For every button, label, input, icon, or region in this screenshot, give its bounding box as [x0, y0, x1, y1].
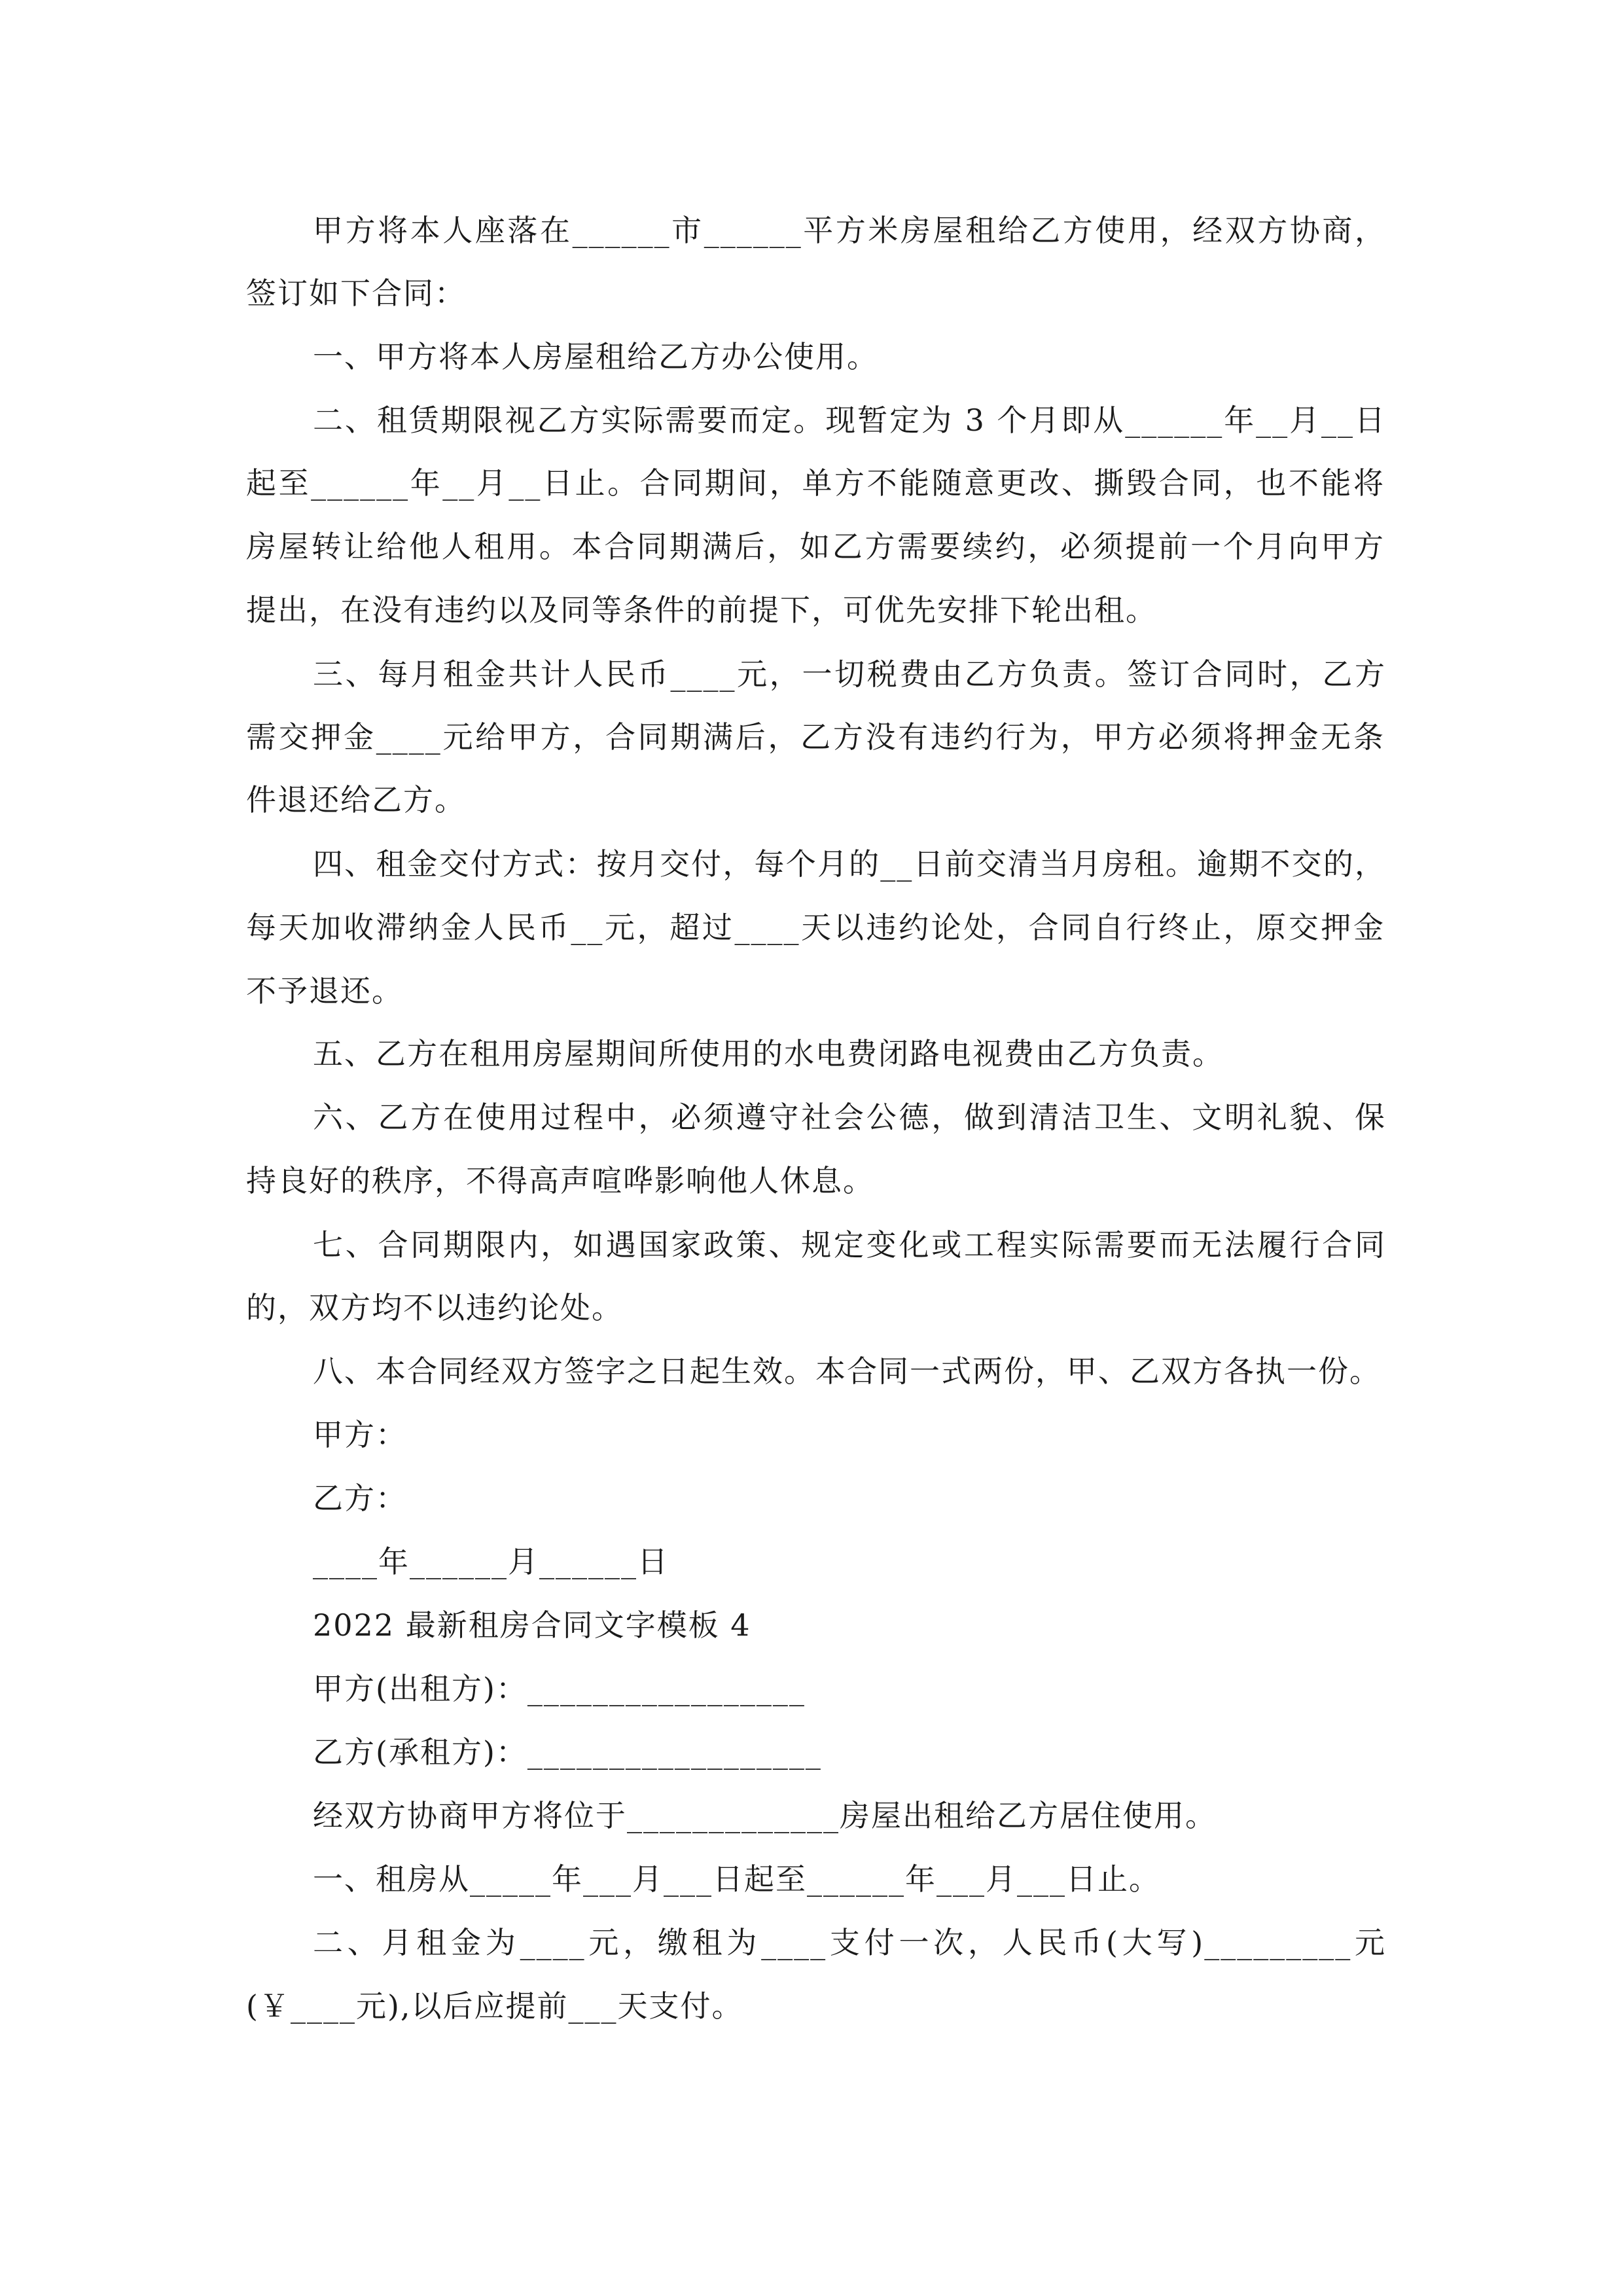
lessee-line: 乙方(承租方)：__________________	[313, 1734, 822, 1770]
property-location-line: 经双方协商甲方将位于_____________房屋出租给乙方居住使用。	[313, 1798, 1217, 1833]
clause-4-line: 四、租金交付方式：按月交付，每个月的__日前交清当月房租。逾期不交的，	[313, 846, 1386, 882]
rent-payment-line: (￥____元),以后应提前___天支付。	[246, 1988, 743, 2024]
clause-3-line: 三、每月租金共计人民币____元，一切税费由乙方负责。签订合同时，乙方	[313, 656, 1386, 692]
lease-term-line: 一、租房从_____年___月___日起至______年___月___日止。	[313, 1861, 1160, 1897]
clause-2-line: 二、租赁期限视乙方实际需要而定。现暂定为 3 个月即从______年__月__日	[313, 403, 1386, 438]
template-title: 2022 最新租房合同文字模板 4	[313, 1607, 751, 1643]
clause-7-line: 七、合同期限内，如遇国家政策、规定变化或工程实际需要而无法履行合同	[313, 1227, 1386, 1263]
party-a-signature-line: 甲方：	[313, 1417, 407, 1452]
clause-6-line: 六、乙方在使用过程中，必须遵守社会公德，做到清洁卫生、文明礼貌、保	[313, 1100, 1386, 1135]
signing-date-line: ____年______月______日	[313, 1544, 669, 1579]
clause-3-line: 需交押金____元给甲方，合同期满后，乙方没有违约行为，甲方必须将押金无条	[246, 719, 1385, 755]
clause-2-line: 房屋转让给他人租用。本合同期满后，如乙方需要续约，必须提前一个月向甲方	[246, 529, 1385, 564]
paragraph-line: 签订如下合同：	[246, 276, 466, 311]
clause-4-line: 每天加收滞纳金人民币__元，超过____天以违约论处，合同自行终止，原交押金	[246, 910, 1385, 945]
paragraph-line: 甲方将本人座落在______市______平方米房屋租给乙方使用，经双方协商，	[313, 213, 1386, 248]
clause-3-line: 件退还给乙方。	[246, 782, 466, 817]
rent-payment-line: 二、月租金为____元，缴租为____支付一次，人民币(大写)_________元	[313, 1925, 1386, 1960]
clause-8-line: 八、本合同经双方签字之日起生效。本合同一式两份，甲、乙双方各执一份。	[313, 1354, 1381, 1389]
clause-2-line: 起至______年__月__日止。合同期间，单方不能随意更改、撕毁合同，也不能将	[246, 465, 1385, 501]
clause-7-line: 的，双方均不以违约论处。	[246, 1290, 623, 1325]
lessor-line: 甲方(出租方)：_________________	[313, 1671, 806, 1706]
clause-5-line: 五、乙方在租用房屋期间所使用的水电费闭路电视费由乙方负责。	[313, 1036, 1224, 1071]
party-b-signature-line: 乙方：	[313, 1480, 407, 1516]
clause-6-line: 持良好的秩序，不得高声喧哗影响他人休息。	[246, 1163, 874, 1198]
clause-2-line: 提出，在没有违约以及同等条件的前提下，可优先安排下轮出租。	[246, 592, 1157, 628]
clause-4-line: 不予退还。	[246, 973, 403, 1009]
clause-1-line: 一、甲方将本人房屋租给乙方办公使用。	[313, 339, 878, 374]
